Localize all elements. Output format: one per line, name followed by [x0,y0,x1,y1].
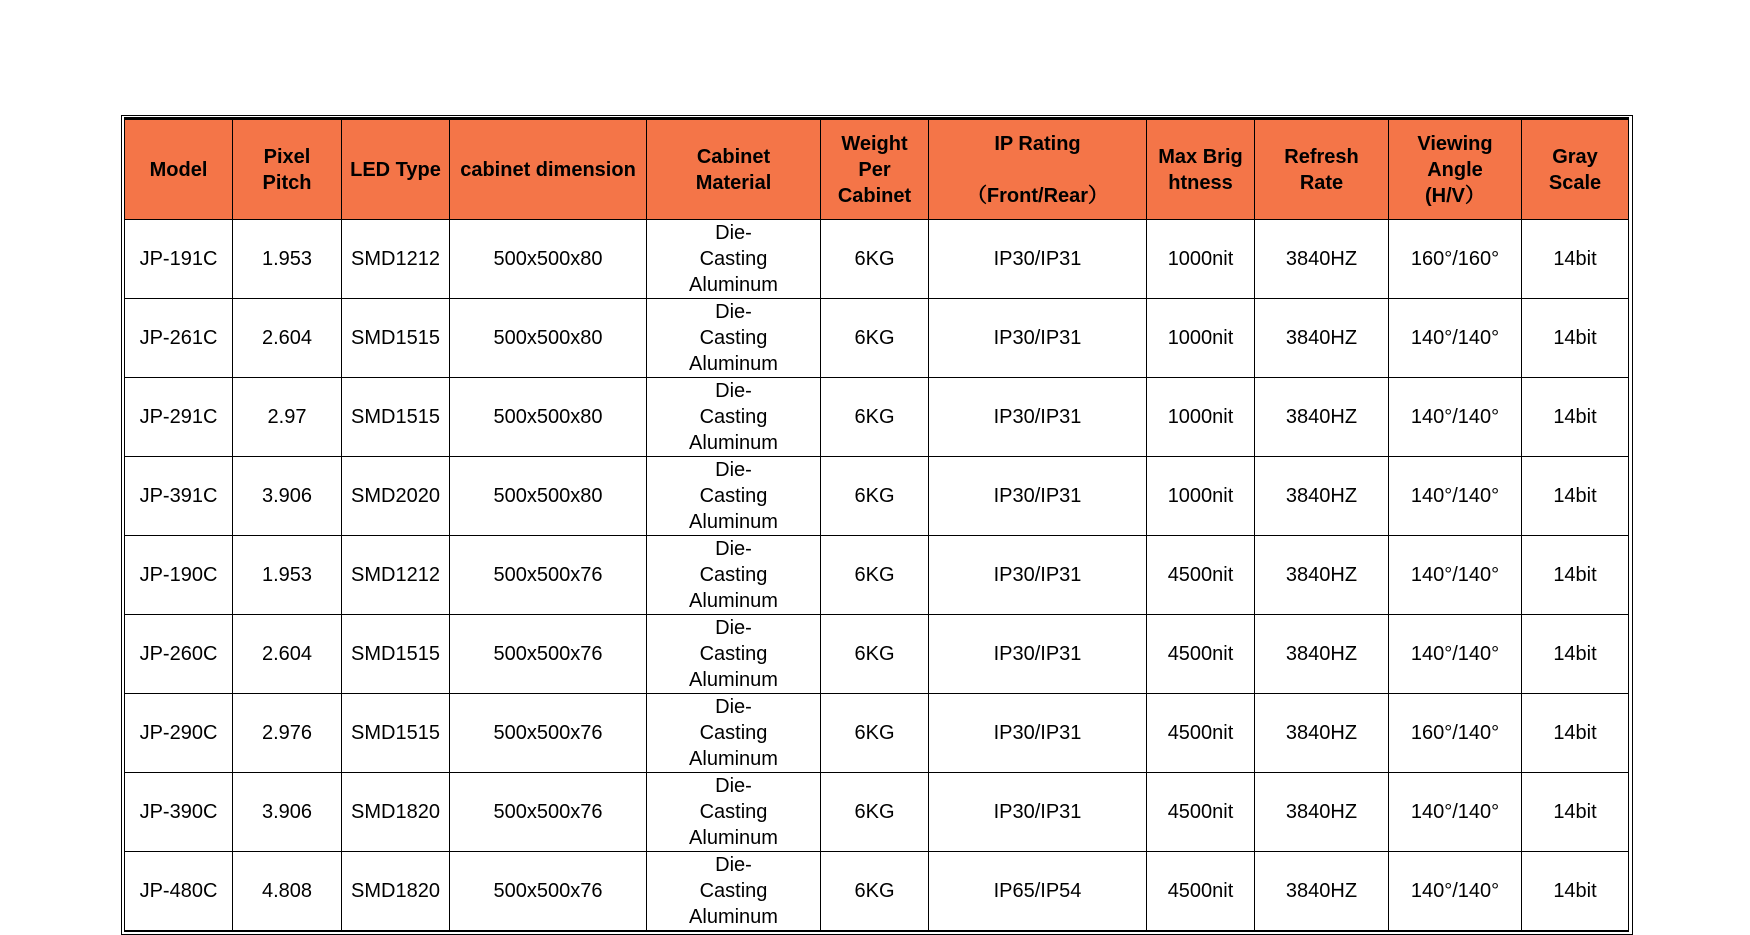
cell-angle: 140°/140° [1389,536,1522,615]
header-ip-rating-sublabel: （Front/Rear） [966,184,1109,207]
cell-ip: IP30/IP31 [929,773,1147,852]
spec-table-frame [121,115,1633,935]
header-ip-rating [929,119,1147,220]
cell-ip: IP30/IP31 [929,457,1147,536]
cell-gray: 14bit [1522,220,1629,299]
cell-pitch: 2.604 [233,299,342,378]
cell-pitch: 3.906 [233,773,342,852]
cell-material: Die-Casting Aluminum [647,220,821,299]
table-row [125,299,1629,378]
cell-bright: 1000nit [1147,378,1255,457]
cell-model: JP-480C [125,852,233,932]
header-refresh-rate: Refresh Rate [1255,119,1389,220]
cell-angle: 160°/160° [1389,220,1522,299]
cell-refresh: 3840HZ [1255,852,1389,932]
cell-angle: 140°/140° [1389,773,1522,852]
header-gray-scale: Gray Scale [1522,119,1629,220]
cell-ip: IP30/IP31 [929,694,1147,773]
table-row [125,378,1629,457]
cell-refresh: 3840HZ [1255,536,1389,615]
cell-material: Die-Casting Aluminum [647,536,821,615]
cell-pitch: 3.906 [233,457,342,536]
table-row [125,694,1629,773]
cell-refresh: 3840HZ [1255,220,1389,299]
cell-weight: 6KG [821,220,929,299]
cell-dim: 500x500x76 [450,852,647,932]
table-header [125,119,1629,220]
cell-model: JP-191C [125,220,233,299]
cell-material: Die-Casting Aluminum [647,694,821,773]
cell-model: JP-390C [125,773,233,852]
cell-dim: 500x500x80 [450,378,647,457]
cell-bright: 4500nit [1147,536,1255,615]
table-body [125,220,1629,932]
cell-gray: 14bit [1522,299,1629,378]
header-cabinet-dimension: cabinet dimension [450,119,647,220]
cell-ip: IP30/IP31 [929,299,1147,378]
cell-gray: 14bit [1522,536,1629,615]
cell-angle: 160°/140° [1389,694,1522,773]
cell-ip: IP30/IP31 [929,615,1147,694]
cell-dim: 500x500x76 [450,536,647,615]
cell-angle: 140°/140° [1389,615,1522,694]
cell-pitch: 1.953 [233,220,342,299]
table-row [125,536,1629,615]
cell-gray: 14bit [1522,615,1629,694]
cell-led: SMD1820 [342,852,450,932]
table-row [125,220,1629,299]
header-viewing-angle: Viewing Angle (H/V） [1389,119,1522,220]
cell-angle: 140°/140° [1389,457,1522,536]
cell-model: JP-290C [125,694,233,773]
cell-weight: 6KG [821,536,929,615]
cell-dim: 500x500x76 [450,615,647,694]
cell-gray: 14bit [1522,457,1629,536]
cell-led: SMD1515 [342,299,450,378]
cell-weight: 6KG [821,694,929,773]
led-cabinet-spec-table [124,117,1629,932]
cell-material: Die-Casting Aluminum [647,773,821,852]
cell-gray: 14bit [1522,773,1629,852]
cell-refresh: 3840HZ [1255,615,1389,694]
cell-gray: 14bit [1522,852,1629,932]
cell-gray: 14bit [1522,694,1629,773]
cell-bright: 4500nit [1147,852,1255,932]
cell-bright: 1000nit [1147,457,1255,536]
cell-material: Die-Casting Aluminum [647,615,821,694]
cell-weight: 6KG [821,773,929,852]
cell-ip: IP30/IP31 [929,220,1147,299]
cell-refresh: 3840HZ [1255,299,1389,378]
header-cabinet-material: Cabinet Material [647,119,821,220]
cell-led: SMD1820 [342,773,450,852]
cell-dim: 500x500x76 [450,773,647,852]
cell-weight: 6KG [821,299,929,378]
header-pixel-pitch: Pixel Pitch [233,119,342,220]
cell-pitch: 2.97 [233,378,342,457]
cell-model: JP-190C [125,536,233,615]
cell-model: JP-261C [125,299,233,378]
cell-dim: 500x500x76 [450,694,647,773]
cell-led: SMD1212 [342,536,450,615]
cell-ip: IP30/IP31 [929,378,1147,457]
cell-pitch: 2.976 [233,694,342,773]
cell-bright: 4500nit [1147,694,1255,773]
cell-angle: 140°/140° [1389,852,1522,932]
cell-angle: 140°/140° [1389,299,1522,378]
cell-bright: 1000nit [1147,299,1255,378]
cell-pitch: 1.953 [233,536,342,615]
cell-weight: 6KG [821,615,929,694]
cell-weight: 6KG [821,852,929,932]
cell-model: JP-391C [125,457,233,536]
cell-refresh: 3840HZ [1255,694,1389,773]
table-row [125,457,1629,536]
cell-weight: 6KG [821,378,929,457]
header-row [125,119,1629,220]
cell-refresh: 3840HZ [1255,457,1389,536]
cell-material: Die-Casting Aluminum [647,852,821,932]
cell-gray: 14bit [1522,378,1629,457]
header-led-type: LED Type [342,119,450,220]
cell-dim: 500x500x80 [450,457,647,536]
table-row [125,773,1629,852]
header-ip-rating-label: IP Rating [994,132,1081,155]
cell-dim: 500x500x80 [450,220,647,299]
cell-pitch: 4.808 [233,852,342,932]
header-weight-per-cabinet: Weight Per Cabinet [821,119,929,220]
header-max-brightness: Max Brightness [1147,119,1255,220]
cell-model: JP-291C [125,378,233,457]
cell-ip: IP30/IP31 [929,536,1147,615]
cell-led: SMD1212 [342,220,450,299]
cell-bright: 4500nit [1147,615,1255,694]
cell-material: Die-Casting Aluminum [647,457,821,536]
cell-bright: 1000nit [1147,220,1255,299]
cell-pitch: 2.604 [233,615,342,694]
cell-refresh: 3840HZ [1255,378,1389,457]
cell-material: Die-Casting Aluminum [647,378,821,457]
table-row [125,852,1629,932]
cell-material: Die-Casting Aluminum [647,299,821,378]
cell-refresh: 3840HZ [1255,773,1389,852]
cell-bright: 4500nit [1147,773,1255,852]
cell-model: JP-260C [125,615,233,694]
cell-led: SMD1515 [342,378,450,457]
cell-dim: 500x500x80 [450,299,647,378]
cell-ip: IP65/IP54 [929,852,1147,932]
table-row [125,615,1629,694]
header-model: Model [125,119,233,220]
cell-weight: 6KG [821,457,929,536]
cell-led: SMD1515 [342,615,450,694]
cell-led: SMD2020 [342,457,450,536]
cell-angle: 140°/140° [1389,378,1522,457]
cell-led: SMD1515 [342,694,450,773]
